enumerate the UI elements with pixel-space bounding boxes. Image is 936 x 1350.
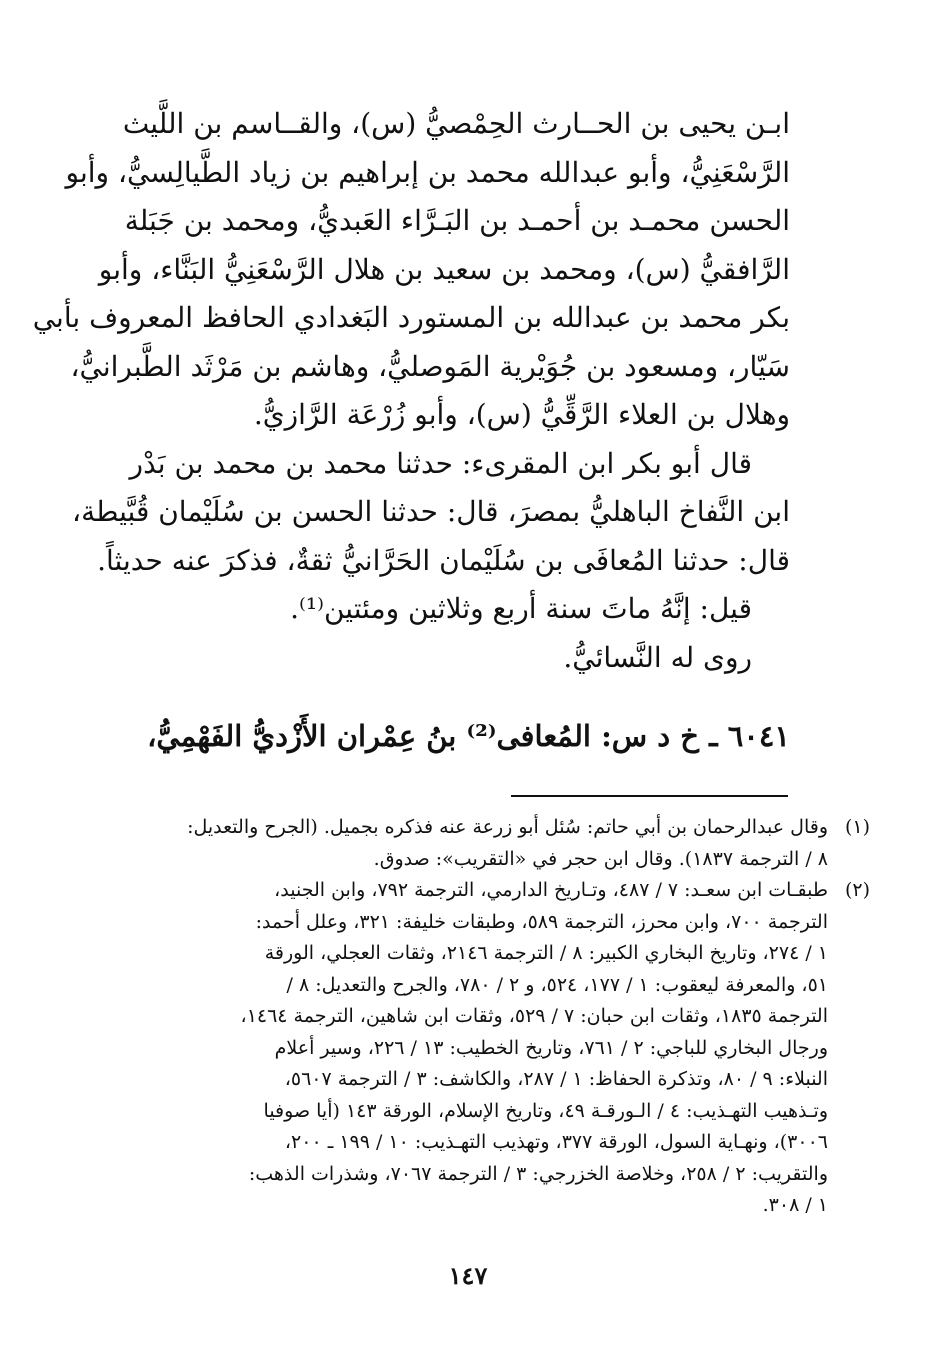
footnote-body (150, 812, 828, 875)
text-line: قال: حدثنا المُعافَى بن سُلَيْمان الحَرَّانيُّ ثقةٌ، فذكرَ عنه حديثاً. (97, 543, 790, 577)
footnote-line: الترجمة ١٨٣٥، وثقات ابن حبان: ٧ / ٥٢٩، وثقات ابن شاهين، الترجمة ١٤٦٤، (240, 1005, 828, 1027)
text-line: الحسن محمـد بن أحمـد بن البَـرَّاء العَبديُّ، ومحمد بن جَبَلة (124, 204, 790, 237)
footnote-separator (511, 795, 788, 797)
text-line: قال أبو بكر ابن المقرىء: حدثنا محمد بن محمد بن بَدْر (129, 446, 752, 480)
footnote-line: ٥١، والمعرفة ليعقوب: ١ / ١٧٧، ٥٢٤، و ٢ / ٧٨٠، والجرح والتعديل: ٨ / (286, 973, 828, 996)
footnote-line: وتـذهيب التهـذيب: ٤ / الـورقـة ٤٩، وتاريخ الإسلام، الورقة ١٤٣ (أيا صوفيا (263, 1099, 828, 1122)
text-line: ابـن يحيى بن الحــارث الحِمْصيُّ (س)، والقــاسم بن اللَّيث (122, 107, 790, 140)
text-line: الرَّافقيُّ (س)، ومحمد بن سعيد بن هلال الرَّسْعَنِيُّ البَنَّاء، وأبو (98, 252, 790, 286)
footnote-line: الترجمة ٧٠٠، وابن محرز، الترجمة ٥٨٩، وطبقات خليفة: ٣٢١، وعلل أحمد: (255, 910, 828, 933)
footnote-line: ١ / ٣٠٨. (762, 1194, 828, 1216)
main-text (32, 100, 790, 682)
text-line: ابن النَّفاخ الباهليُّ بمصرَ، قال: حدثنا الحسن بن سُلَيْمان قُبَّيطة، (72, 495, 790, 528)
footnote-line: وقال عبدالرحمان بن أبي حاتم: سُئل أبو زرعة عنه فذكره بجميل. (الجرح والتعديل: (187, 816, 828, 838)
footnote-line: والتقريب: ٢ / ٢٥٨، وخلاصة الخزرجي: ٣ / الترجمة ٧٠٦٧، وشذرات الذهب: (248, 1162, 828, 1185)
text-line: سَيّار، ومسعود بن جُوَيْرية المَوصليُّ، وهاشم بن مَرْثَد الطَّبرانيُّ، (70, 349, 790, 383)
footnote-body (150, 875, 828, 1222)
footnote-line: طبقـات ابن سعـد: ٧ / ٤٨٧، وتـاريخ الدارمي، الترجمة ٧٩٢، وابن الجنيد، (274, 879, 828, 901)
text-line: الرَّسْعَنِيُّ، وأبو عبدالله محمد بن إبراهيم بن زياد الطَّيالِسيُّ، وأبو (65, 155, 790, 189)
text-line: بكر محمد بن عبدالله بن المستورد البَغدادي الحافظ المعروف بأبي (32, 301, 790, 334)
footnote (150, 812, 870, 875)
footnote-line: النبلاء: ٩ / ٨٠، وتذكرة الحفاظ: ١ / ٢٨٧، والكاشف: ٣ / الترجمة ٥٦٠٧، (284, 1068, 828, 1090)
page-number: ١٤٧ (448, 1261, 488, 1290)
entry-heading: ٦٠٤١ ـ خ د س: المُعافى⁽²⁾ بنُ عِمْران الأَزْديُّ الفَهْمِيُّ، (147, 719, 790, 753)
footnote-line: ١ / ٢٧٤، وتاريخ البخاري الكبير: ٨ / الترجمة ٢١٤٦، وثقات العجلي، الورقة (264, 942, 828, 964)
footnote (150, 875, 870, 1222)
text-line: وهلال بن العلاء الرَّقِّيُّ (س)، وأبو زُرْعَة الرَّازيُّ. (253, 398, 790, 431)
text-line: قيل: إنَّهُ ماتَ سنة أربع وثلاثين ومئتين⁽¹⁾. (290, 592, 752, 625)
text-line: روى له النَّسائيُّ. (563, 640, 752, 674)
footnotes (150, 812, 870, 1222)
footnote-number: (٢) (844, 879, 870, 901)
footnote-line: ٨ / الترجمة ١٨٣٧). وقال ابن حجر في «التقريب»: صدوق. (373, 847, 828, 870)
footnote-line: ٣٠٠٦)، ونهـاية السول، الورقة ٣٧٧، وتهذيب التهـذيب: ١٠ / ١٩٩ ـ ٢٠٠، (284, 1131, 828, 1153)
footnote-number: (١) (844, 816, 870, 838)
footnote-line: ورجال البخاري للباجي: ٢ / ٧٦١، وتاريخ الخطيب: ١٣ / ٢٢٦، وسير أعلام (274, 1036, 828, 1059)
